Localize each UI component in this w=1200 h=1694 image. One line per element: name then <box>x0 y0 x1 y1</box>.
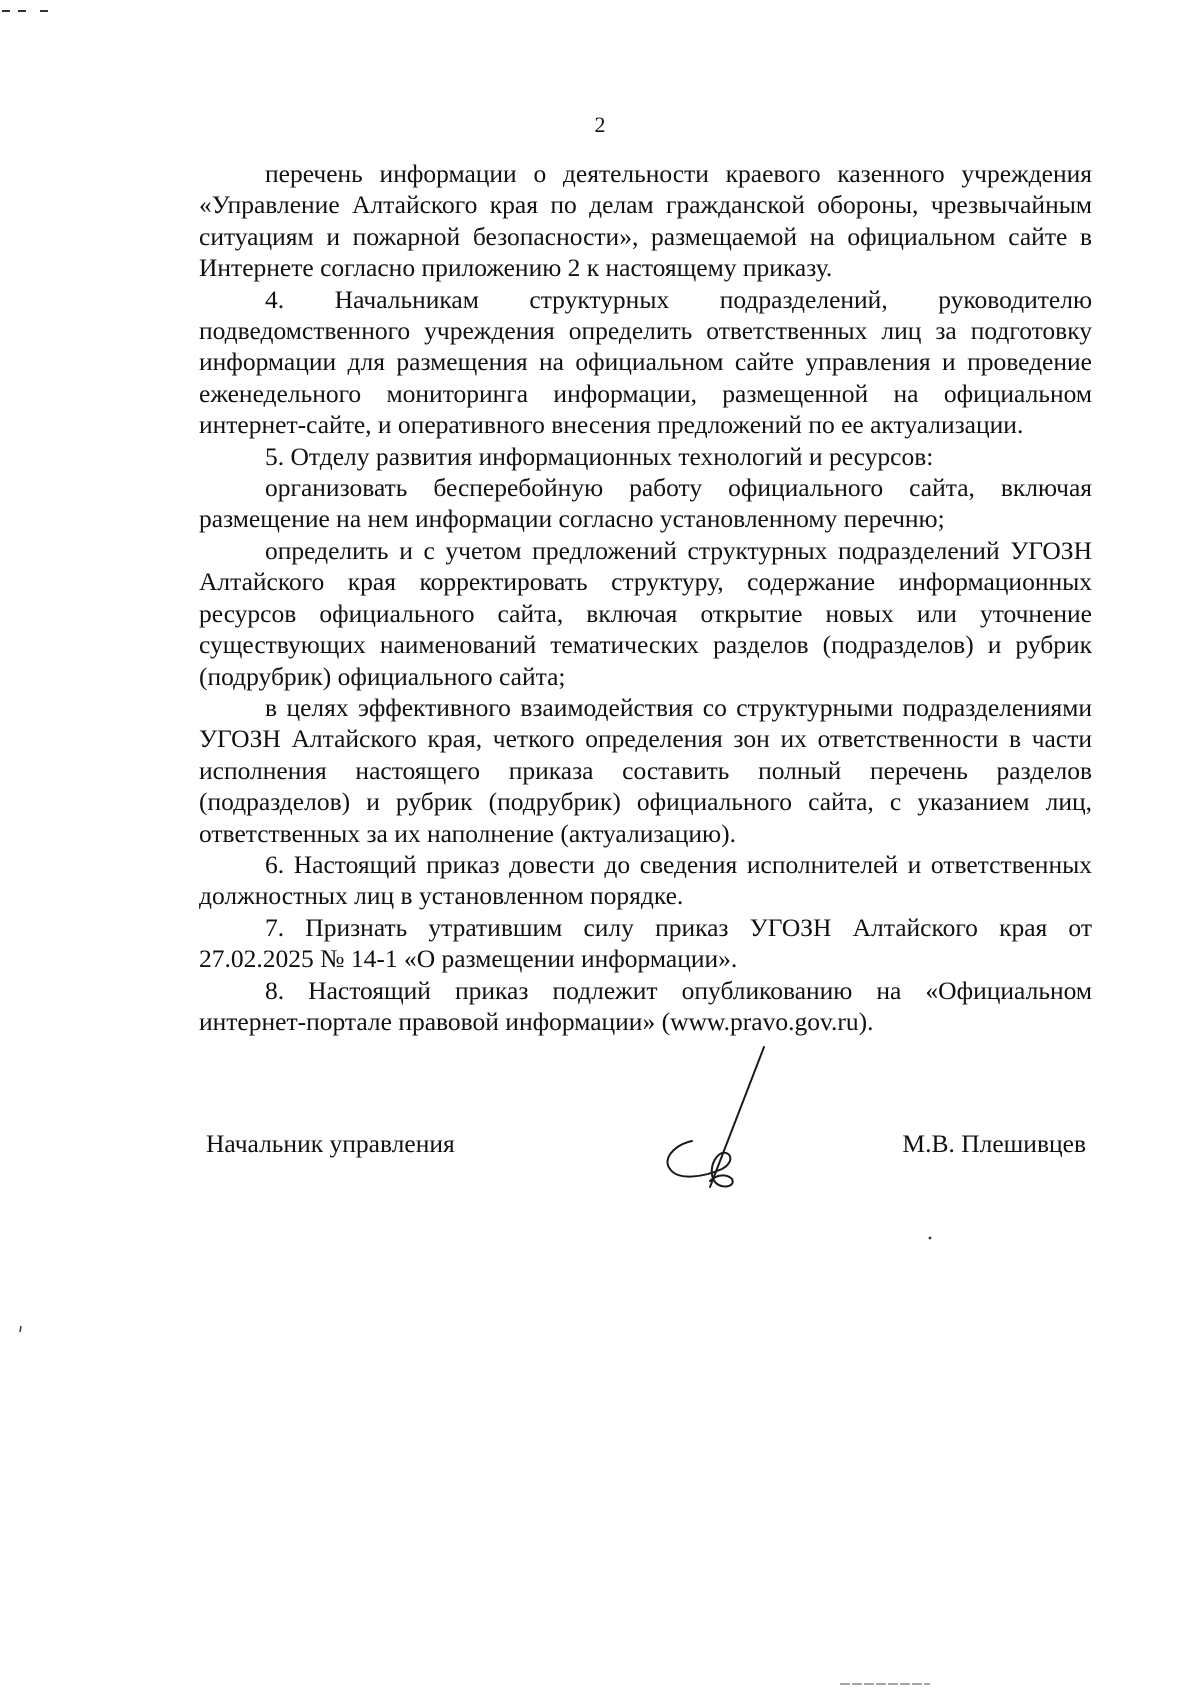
signer-name: М.В. Плешивцев <box>902 1129 1086 1158</box>
paragraph-item-5-task-3: в целях эффективного взаимодействия со структурными подразделениями УГОЗН Алтайского края, четкого определения зон их ответственности в части исполнения настоящего приказа составить полный перечень разделов (подразделов) и рубрик (подрубрик) официального сайта, с указанием лиц, ответственных за их наполнение (актуализацию). <box>199 692 1092 848</box>
scan-artifact-top-left <box>0 0 60 20</box>
paragraph-item-5-task-1: организовать бесперебойную работу официального сайта, включая размещение на нем информации согласно установленному перечню; <box>199 473 1092 534</box>
page-number: 2 <box>594 112 606 137</box>
paragraph-item-4: 4. Начальникам структурных подразделений, руководителю подведомственного учреждения определить ответственных лиц за подготовку информации для размещения на официальном сайте управления и проведение еженедельного мониторинга информации, размещенной на официальном интернет-сайте, и оперативного внесения предложений по ее актуализации. <box>199 284 1092 440</box>
paragraph-item-7: 7. Признать утратившим силу приказ УГОЗН Алтайского края от 27.02.2025 № 14-1 «О размещении информации». <box>199 912 1092 974</box>
paragraph-item-5: 5. Отделу развития информационных технологий и ресурсов: <box>265 441 934 471</box>
signer-position: Начальник управления <box>206 1129 455 1158</box>
scan-dot <box>928 1236 932 1240</box>
handwritten-signature <box>652 1041 792 1191</box>
signature-block <box>206 1115 1086 1225</box>
paragraph-item-6: 6. Настоящий приказ довести до сведения исполнителей и ответственных должностных лиц в установленном порядке. <box>199 849 1092 911</box>
paragraph-item-8: 8. Настоящий приказ подлежит опубликованию на «Официальном интернет-портале правовой информации» (www.pravo.gov.ru). <box>199 975 1092 1036</box>
paragraph-list-continuation: перечень информации о деятельности краевого казенного учреждения «Управление Алтайского края по делам гражданской обороны, чрезвычайным ситуациям и пожарной безопасности», размещаемой на официальном сайте в Интернете согласно приложению 2 к настоящему приказу. <box>199 159 1092 283</box>
scan-artifact-bottom <box>840 1680 980 1688</box>
scan-dot <box>19 1326 23 1332</box>
document-body <box>199 158 1092 1037</box>
paragraph-item-5-task-2: определить и с учетом предложений структурных подразделений УГОЗН Алтайского края корректировать структуру, содержание информационных ресурсов официального сайта, включая открытие новых или уточнение существующих наименований тематических разделов (подразделов) и рубрик (подрубрик) официального сайта; <box>199 535 1092 691</box>
